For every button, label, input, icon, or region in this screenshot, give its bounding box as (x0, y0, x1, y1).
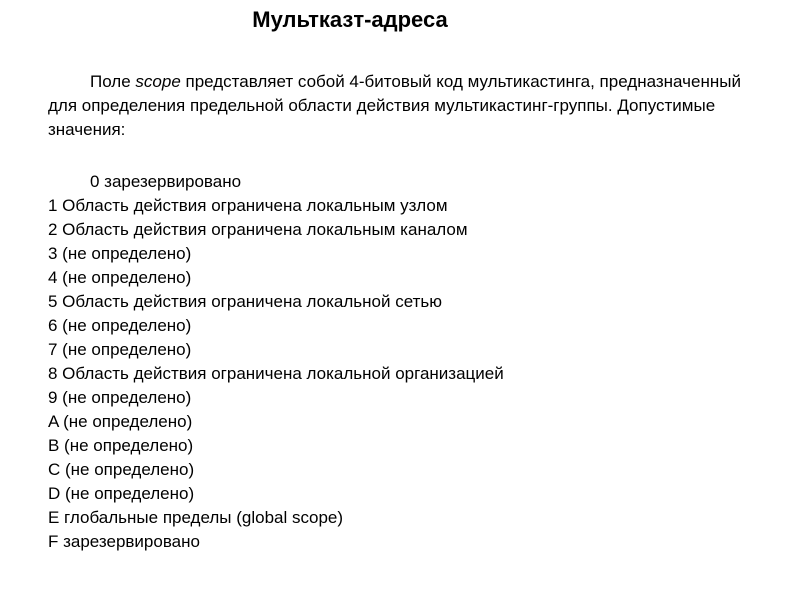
scope-value-b: B (не определено) (48, 436, 194, 455)
scope-value-1: 1 Область действия ограничена локальным узлом (48, 196, 448, 215)
scope-value-7: 7 (не определено) (48, 340, 192, 359)
scope-value-e: E глобальные пределы (global scope) (48, 508, 344, 527)
scope-value-6: 6 (не определено) (48, 316, 192, 335)
scope-value-2: 2 Область действия ограничена локальным каналом (48, 220, 468, 239)
scope-value-3: 3 (не определено) (48, 244, 192, 263)
scope-value-5: 5 Область действия ограничена локальной сетью (48, 292, 443, 311)
scope-value-f: F зарезервировано (48, 532, 200, 551)
scope-values-list (48, 170, 768, 554)
scope-value-4: 4 (не определено) (48, 268, 192, 287)
scope-value-0: 0 зарезервировано (90, 172, 242, 191)
scope-value-9: 9 (не определено) (48, 388, 192, 407)
scope-term: scope (135, 72, 181, 91)
scope-value-c: C (не определено) (48, 460, 195, 479)
intro-paragraph (48, 70, 768, 142)
intro-text-end: представляет собой 4-битовый код мультикастинга, предназначенный для определения предельной области действия мультикастинг-группы. Допустимые значения: (48, 72, 741, 139)
scope-value-8: 8 Область действия ограничена локальной организацией (48, 364, 504, 383)
scope-value-a: A (не определено) (48, 412, 193, 431)
intro-text-start: Поле (90, 72, 136, 91)
scope-value-d: D (не определено) (48, 484, 195, 503)
page-title: Мультказт-адреса (252, 7, 448, 32)
